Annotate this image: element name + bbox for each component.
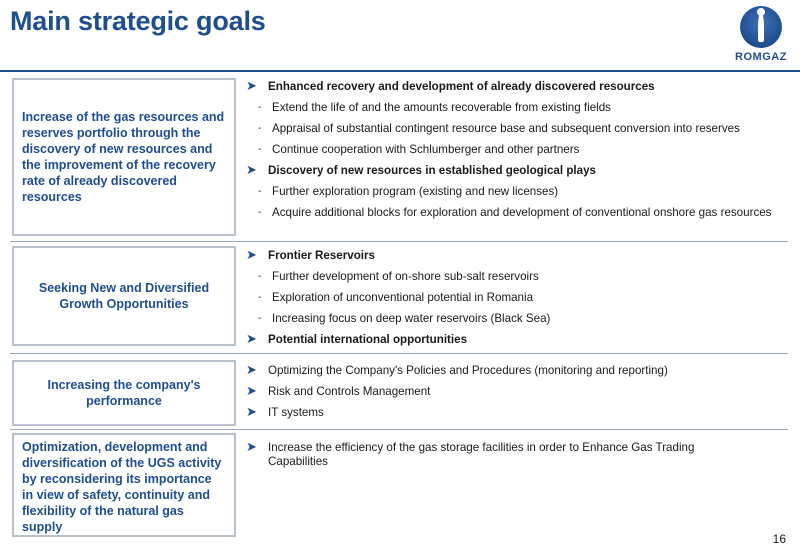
dash-bullet-icon: -	[258, 313, 262, 324]
item-text: IT systems	[268, 406, 324, 419]
dash-bullet-icon: -	[258, 292, 262, 303]
list-item	[246, 270, 786, 284]
list-item	[246, 80, 786, 94]
dash-bullet-icon: -	[258, 123, 262, 134]
item-text: Exploration of unconventional potential in Romania	[272, 291, 534, 304]
item-text: Further exploration program (existing and new licenses)	[272, 185, 559, 198]
item-text: Enhanced recovery and development of already discovered resources	[268, 80, 655, 93]
item-text: Discovery of new resources in established geological plays	[268, 164, 596, 177]
dash-bullet-icon: -	[258, 186, 262, 197]
list-item	[246, 101, 786, 115]
goal-box-performance	[12, 360, 236, 426]
page-title: Main strategic goals	[10, 6, 266, 36]
list-item	[246, 385, 786, 399]
item-text: Further development of on-shore sub-salt reservoirs	[272, 270, 539, 283]
arrow-bullet-icon: ➤	[246, 331, 257, 346]
list-item	[246, 441, 736, 469]
header-divider	[0, 70, 800, 72]
list-item	[246, 206, 786, 220]
item-text: Increasing focus on deep water reservoirs (Black Sea)	[272, 312, 551, 325]
goal-box-ugs	[12, 433, 236, 537]
dash-bullet-icon: -	[258, 207, 262, 218]
list-item	[246, 333, 786, 347]
item-text: Increase the efficiency of the gas storage facilities in order to Enhance Gas Trading Capabilities	[268, 441, 695, 468]
goal-items-growth	[246, 249, 786, 347]
company-logo	[730, 6, 792, 70]
list-item	[246, 249, 786, 263]
goal-box-resources	[12, 78, 236, 236]
goal-box-growth	[12, 246, 236, 346]
row-divider	[10, 241, 788, 242]
item-text: Extend the life of and the amounts recoverable from existing fields	[272, 101, 611, 114]
row-divider	[10, 429, 788, 430]
item-text: Acquire additional blocks for exploration and development of conventional onshore gas resources	[272, 206, 772, 219]
item-text: Appraisal of substantial contingent resource base and subsequent conversion into reserves	[272, 122, 740, 135]
goal-items-resources	[246, 80, 786, 220]
list-item	[246, 122, 786, 136]
item-text: Optimizing the Company's Policies and Procedures (monitoring and reporting)	[268, 364, 668, 377]
page-number: 16	[772, 532, 786, 546]
arrow-bullet-icon: ➤	[246, 439, 257, 454]
romgaz-flame-logo-icon	[740, 6, 782, 48]
goal-label: Seeking New and Diversified Growth Opportunities	[38, 281, 210, 311]
goal-items-performance	[246, 364, 786, 420]
goal-label: Optimization, development and diversification of the UGS activity by reconsidering its importance in view of safety, continuity and flexibility of the natural gas supply	[22, 440, 222, 534]
dash-bullet-icon: -	[258, 144, 262, 155]
logo-wordmark: ROMGAZ	[735, 51, 787, 63]
arrow-bullet-icon: ➤	[246, 78, 257, 93]
arrow-bullet-icon: ➤	[246, 247, 257, 262]
dash-bullet-icon: -	[258, 102, 262, 113]
list-item	[246, 164, 786, 178]
list-item	[246, 143, 786, 157]
arrow-bullet-icon: ➤	[246, 404, 257, 419]
list-item	[246, 312, 786, 326]
item-text: Continue cooperation with Schlumberger and other partners	[272, 143, 580, 156]
list-item	[246, 291, 786, 305]
goal-items-ugs	[246, 441, 736, 469]
dash-bullet-icon: -	[258, 271, 262, 282]
list-item	[246, 185, 786, 199]
goal-label: Increase of the gas resources and reserves portfolio through the discovery of new resources and the improvement of the recovery rate of already discovered resources	[22, 110, 225, 204]
item-text: Risk and Controls Management	[268, 385, 431, 398]
arrow-bullet-icon: ➤	[246, 383, 257, 398]
list-item	[246, 406, 786, 420]
item-text: Potential international opportunities	[268, 333, 468, 346]
arrow-bullet-icon: ➤	[246, 362, 257, 377]
list-item	[246, 364, 786, 378]
arrow-bullet-icon: ➤	[246, 162, 257, 177]
row-divider	[10, 353, 788, 354]
goal-label: Increasing the company's performance	[47, 378, 201, 408]
item-text: Frontier Reservoirs	[268, 249, 375, 262]
